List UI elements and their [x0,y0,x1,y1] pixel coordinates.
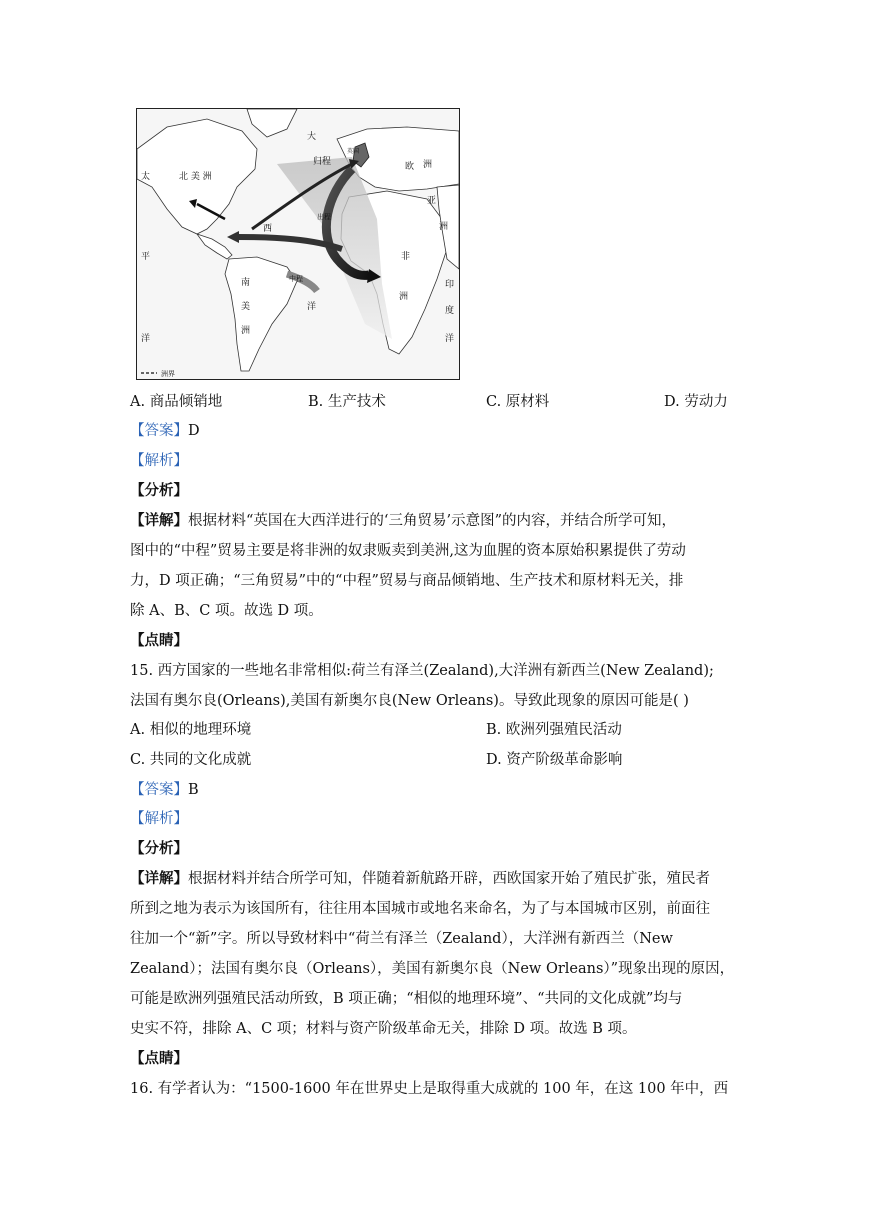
q14-detail-line-3: 力，D 项正确；“三角贸易”中的“中程”贸易与商品倾销地、生产技术和原材料无关，排 [130,573,684,589]
map-label-zhou-sa: 洲 [241,326,251,336]
q14-fenxi-tag: 【分析】 [130,482,188,499]
map-label-zhou-af: 洲 [399,292,409,302]
q15-detail-line-3: 往加一个“新”字。所以导致材料中“荷兰有泽兰（Zealand），大洋洲有新西兰（New [130,931,673,947]
map-label-yang-pac: 洋 [141,334,151,344]
q14-option-d: D. 劳动力 [664,394,728,410]
map-label-da: 大 [307,132,317,142]
map-label-zhou-eu: 洲 [423,160,433,170]
q15-dianjing-tag: 【点睛】 [130,1050,188,1067]
q14-analysis-tag: 【解析】 [130,453,188,469]
map-label-yin: 印 [445,280,455,290]
q16-stem-line-1: 16. 有学者认为：“1500-1600 年在世界史上是取得重大成就的 100 年，在这 100 年中，西 [130,1081,729,1097]
q15-answer-line [130,780,199,800]
q15-stem-line-1: 15. 西方国家的一些地名非常相似:荷兰有泽兰(Zealand),大洋洲有新西兰(New Zealand); [130,663,714,679]
q15-detail-line-4: Zealand）；法国有奥尔良（Orleans），美国有新奥尔良（New Orleans）”现象出现的原因， [130,961,735,977]
map-label-ping: 平 [141,252,151,262]
q14-option-a: A. 商品倾销地 [130,394,223,410]
q15-stem-line-2: 法国有奥尔良(Orleans),美国有新奥尔良(New Orleans)。导致此现象的原因可能是( ) [130,693,689,709]
q15-detail-text-1: 根据材料并结合所学可知，伴随着新航路开辟，西欧国家开始了殖民扩张，殖民者 [188,871,710,887]
map-label-north-america: 北 美 洲 [179,172,212,182]
map-label-nan: 南 [241,278,251,288]
q14-detail-text-1: 根据材料“英国在大西洋进行的‘三角贸易’示意图”的内容，并结合所学可知， [188,513,677,529]
q14-detail-line-4: 除 A、B、C 项。故选 D 项。 [130,603,323,619]
triangle-trade-map [136,108,460,380]
q15-detail-line-5: 可能是欧洲列强殖民活动所致，B 项正确；“相似的地理环境”、“共同的文化成就”均与 [130,991,683,1007]
q14-answer-tag: 【答案】 [130,423,188,439]
q14-dianjing-tag: 【点睛】 [130,632,188,649]
q15-analysis-tag: 【解析】 [130,811,188,827]
map-label-chucheng: 出程 [317,213,331,221]
map-label-fei: 非 [401,252,411,262]
middle-passage-arrow-head [227,231,239,243]
map-label-yang-atl: 洋 [307,302,317,312]
q15-detail-line-2: 所到之地为表示为该国所有，往往用本国城市或地名来命名，为了与本国城市区别，前面往 [130,901,710,917]
map-label-du: 度 [445,306,455,316]
q15-answer: B [188,782,199,798]
map-label-zhou-asia: 洲 [439,222,449,232]
q14-detail-line-1 [130,511,676,531]
map-label-mei: 美 [241,302,251,312]
q15-fenxi-tag: 【分析】 [130,840,188,857]
q15-option-c: C. 共同的文化成就 [130,752,252,768]
q15-detail-line-6: 史实不符，排除 A、C 项；材料与资产阶级革命无关，排除 D 项。故选 B 项。 [130,1021,637,1037]
map-label-tai: 太 [141,172,151,182]
map-label-xi: 西 [263,224,273,234]
q14-option-b: B. 生产技术 [308,394,386,410]
q15-option-a: A. 相似的地理环境 [130,722,252,738]
greenland-shape [247,109,297,137]
q15-answer-tag: 【答案】 [130,782,188,798]
q15-detail-line-1 [130,869,710,889]
map-label-zhongcheng: 中程 [289,275,303,283]
q14-option-c: C. 原材料 [486,394,550,410]
q15-option-d: D. 资产阶级革命影响 [486,752,623,768]
q14-detail-tag: 【详解】 [130,512,188,529]
q14-answer-line [130,421,200,441]
q15-option-b: B. 欧洲列强殖民活动 [486,722,622,738]
map-label-guicheng: 归程 [313,157,332,167]
south-america-shape [225,257,297,371]
map-svg [137,109,459,379]
q14-detail-line-2: 图中的“中程”贸易主要是将非洲的奴隶贩卖到美洲,这为血腥的资本原始积累提供了劳动 [130,543,686,559]
map-label-ya: 亚 [427,196,437,206]
map-legend-label: 洲界 [161,370,175,378]
map-label-yingguo: 英国 [347,148,360,155]
central-america-shape [197,234,232,259]
map-label-yang-ind: 洋 [445,334,455,344]
map-label-ou: 欧 [405,162,415,172]
q15-detail-tag: 【详解】 [130,870,188,887]
q14-answer: D [188,423,200,439]
